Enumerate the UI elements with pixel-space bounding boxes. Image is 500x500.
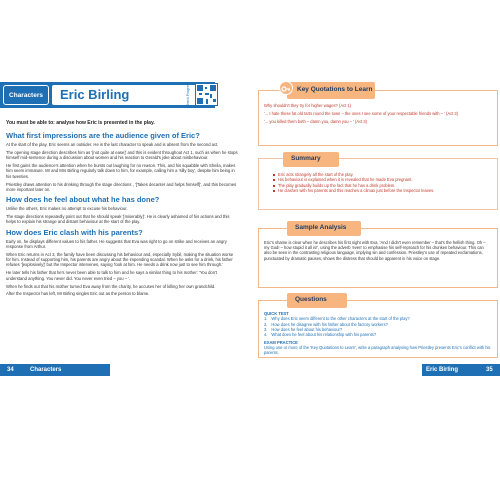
paragraph: At the start of the play, Eric seems an outsider. He is the last character to speak and is absent from the second act. xyxy=(6,142,219,147)
bullet-dot xyxy=(273,179,275,181)
exam-practice-label: EXAM PRACTICE xyxy=(264,339,298,345)
quote-line: Why shouldn't they try for higher wages? (Act 1) xyxy=(264,103,352,108)
paragraph: Early on, he displays different values to his father. He suggests that Eva was right to go on strike and receives an angry response from Arthur. xyxy=(6,238,227,249)
qr-code-icon xyxy=(195,83,218,106)
summary-bullet: His behaviour is explained when it is revealed that he made Eva pregnant. xyxy=(273,177,488,182)
quote-line: '... you killed them both – damn you, damn you – ' (Act 3) xyxy=(264,119,368,125)
question-item: 3. How does he feel about his behaviour? xyxy=(264,327,343,333)
bullet-dot xyxy=(273,174,275,176)
paragraph: The opening stage direction describes him as '[not quite at ease]' and this is evident throughout Act 1, such as when he stops himself mid-sentence during a discussion about women and his reaction to Gerald's joke about misbehaviour. xyxy=(6,149,238,161)
footer-label: Characters xyxy=(30,367,62,373)
key-quotes-body xyxy=(264,103,492,125)
left-page xyxy=(0,68,250,388)
section-heading: How does Eric clash with his parents? xyxy=(6,227,143,237)
book-spread xyxy=(0,68,500,388)
question-item: 1. Why does Eric seem different to the other characters at the start of the play? xyxy=(264,316,410,322)
questions-body xyxy=(264,311,492,355)
bullet-dot xyxy=(273,190,275,192)
paragraph: Unlike the others, Eric makes no attempt to excuse his behaviour. xyxy=(6,206,128,212)
paragraph: He later tells his father that he's never been able to talk to him and he says a similar thing to his mother: 'You don't understand anything. You never did. You never even tried – you – '. xyxy=(6,270,218,281)
summary-title: Summary xyxy=(291,155,321,162)
sample-header xyxy=(287,221,361,236)
qr-label: Check Progress xyxy=(186,82,190,108)
right-footer xyxy=(422,364,500,376)
summary-list xyxy=(273,172,488,194)
paragraph: The stage directions repeatedly point out that he should speak '[miserably]'. He is clearly ashamed of his actions and this helps to explain his strange and distant behaviour at the start of the play. xyxy=(6,214,230,225)
summary-bullet: The play gradually builds up the fact that he has a drink problem. xyxy=(273,183,488,188)
right-page xyxy=(252,68,500,388)
sample-title: Sample Analysis xyxy=(295,224,347,231)
key-quotes-header xyxy=(287,82,375,99)
section-heading: What first impressions are the audience given of Eric? xyxy=(6,131,200,140)
left-footer xyxy=(0,364,110,376)
paragraph: When Eric returns in Act 3, the family have been discussing his behaviour and, especially Sybil, making the situation worse for him. Instead of supporting him, his parents are angry about the impending scandal. When he asks for a drink, his father refuses '[explosively]' but the Inspector intervenes, saying 'look at him. He needs a drink now just to see him through.' xyxy=(6,251,234,268)
sample-text: Eric's shame is clear when he describes his first night with Eva, 'And I didn't even remember – that's the hellish thing. Oh – my God! – how stupid it all is!', using the adverb 'even' to emphasise his self-reproach for his drunken behaviour. This can also be seen in the contrasting religious language, implying sin and confession. Priestley's use of repeated exclamations, punctuated by dramatic pauses, shows the distress that should be apparent in his voice on stage. xyxy=(264,240,486,261)
summary-bullet: He clashes with his parents and this reaches a climax just before the Inspector leaves. xyxy=(273,188,488,193)
exam-practice-text: Using one or more of the 'Key Quotations to Learn', write a paragraph analysing how Priestley presents Eric's conflict with his parents. xyxy=(264,345,491,356)
footer-label: Eric Birling xyxy=(426,367,459,373)
question-item: 2. How does he disagree with his father about the factory workers? xyxy=(264,321,388,327)
left-column xyxy=(6,120,238,299)
quote-line: '... I hate these fat old tarts round the town – the ones I see some of your respectable friends with – ' (Act 3) xyxy=(264,111,459,117)
paragraph: He first gains the audience's attention when he bursts out laughing for no reason. This, and his squabble with Sheila, makes him seem immature. Mr and Mrs Birling regularly talk down to him, for example, calling him a 'silly boy', despite him being in his twenties. xyxy=(6,163,236,179)
section-tab: Characters xyxy=(3,85,49,105)
sample-analysis-panel xyxy=(258,224,498,288)
paragraph: Priestley draws attention to his drinking through the stage directions , '[Takes decanter and helps himself]', and this becomes more important later on. xyxy=(6,181,237,192)
key-quotes-panel xyxy=(258,86,498,146)
summary-header xyxy=(283,152,339,167)
questions-header xyxy=(287,293,347,308)
section-heading: How does he feel about what he has done? xyxy=(6,195,160,205)
paragraph: After the Inspector has left, Mr Birling singles Eric out as the person to blame. xyxy=(6,291,150,297)
questions-panel xyxy=(258,296,498,358)
bullet-dot xyxy=(273,185,275,187)
page-title: Eric Birling xyxy=(60,87,130,102)
question-item: 4. What does he feel about his relationship with his parents? xyxy=(264,332,377,338)
page-number: 35 xyxy=(486,367,493,373)
paragraph: When he finds out that his mother turned Eva away from the charity, he accuses her of killing her own grandchild. xyxy=(6,283,216,289)
summary-bullet: Eric acts strangely all the start of the play. xyxy=(273,172,488,177)
quick-test-label: QUICK TEST xyxy=(264,311,289,316)
page-number: 34 xyxy=(7,367,14,373)
summary-panel xyxy=(258,155,498,210)
intro-text: You must be able to: analyse how Eric is presented in the play. xyxy=(6,120,155,126)
questions-title: Questions xyxy=(295,296,327,303)
key-icon xyxy=(279,81,293,95)
key-quotes-title: Key Quotations to Learn xyxy=(297,86,373,93)
